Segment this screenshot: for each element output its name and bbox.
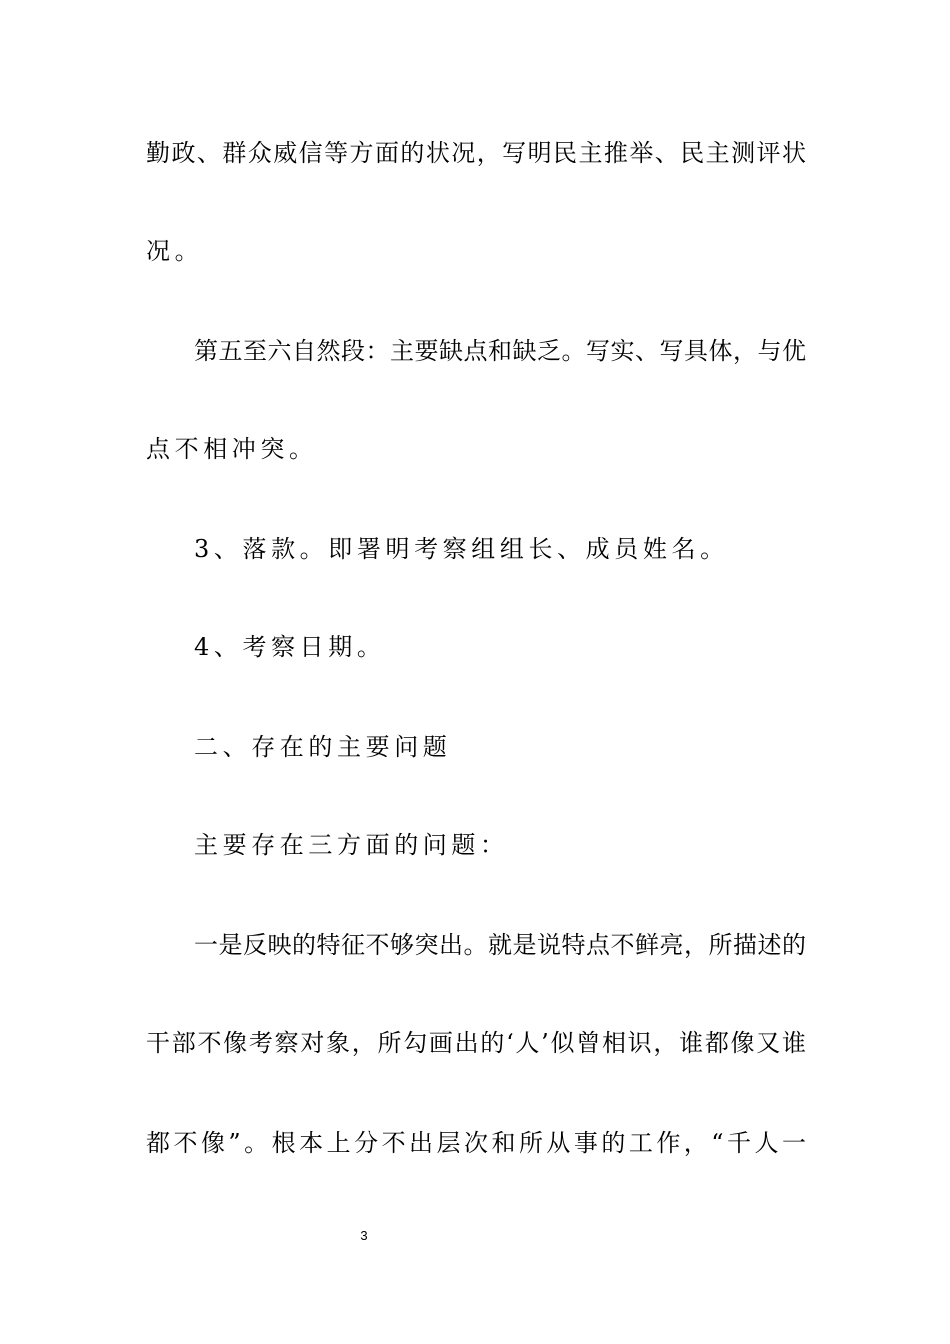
paragraph-line: 干部不像考察对象，所勾画出的‘人’似曾相识，谁都像又谁 [146,1029,806,1057]
paragraph-line: 3、落款。即署明考察组组长、成员姓名。 [194,535,729,563]
page-number: 3 [360,1228,368,1243]
section-heading: 二、存在的主要问题 [194,733,452,761]
paragraph-line: 第五至六自然段：主要缺点和缺乏。写实、写具体，与优 [194,337,806,365]
paragraph-line: 主要存在三方面的问题： [194,831,509,859]
paragraph-line: 况。 [146,237,204,265]
paragraph-line: 都不像”。根本上分不出层次和所从事的工作，“千人一 [146,1129,806,1157]
paragraph-line: 4、考察日期。 [194,633,386,661]
paragraph-line: 一是反映的特征不够突出。就是说特点不鲜亮，所描述的 [194,931,806,959]
paragraph-line: 点不相冲突。 [146,435,318,463]
paragraph-line: 勤政、群众威信等方面的状况，写明民主推举、民主测评状 [146,139,806,167]
